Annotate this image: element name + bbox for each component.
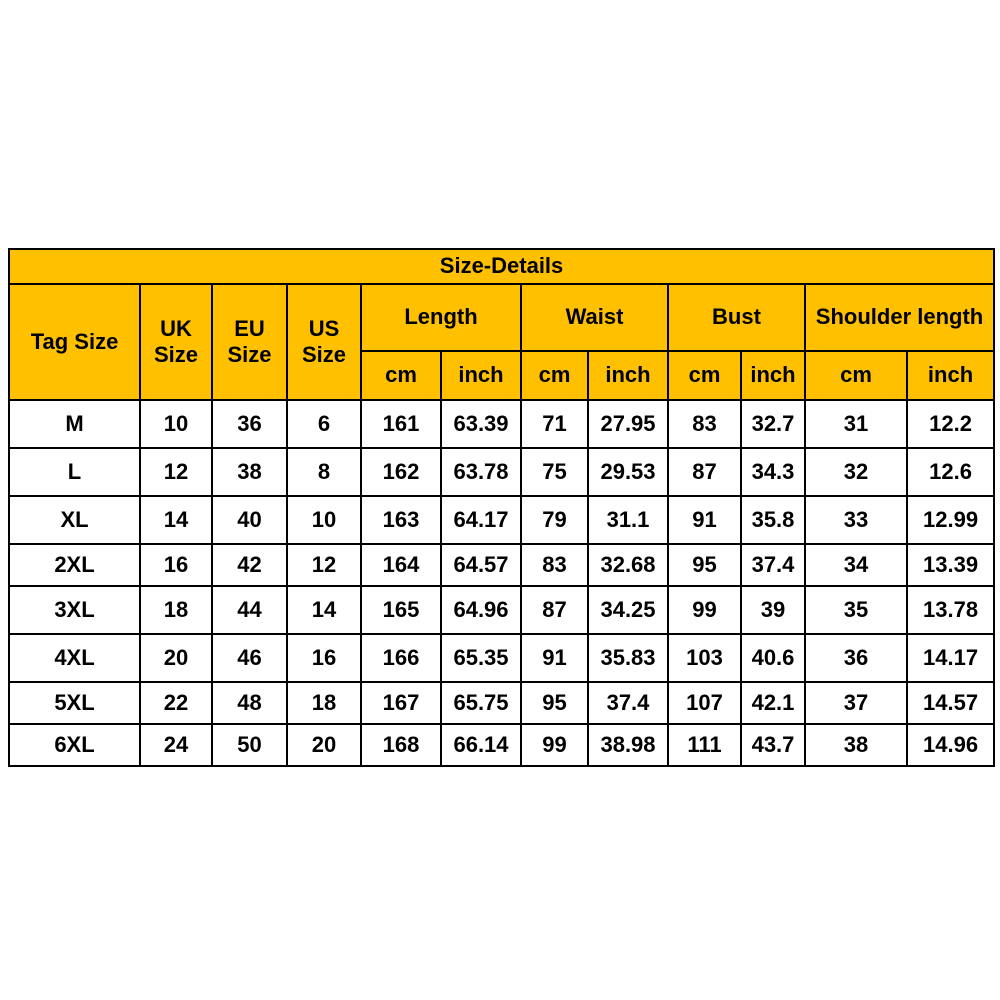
cell-waist-cm: 79: [521, 496, 588, 544]
cell-bust-cm: 111: [668, 724, 741, 766]
unit-length-inch: inch: [441, 351, 521, 400]
cell-shoulder-inch: 14.17: [907, 634, 994, 682]
table-title: Size-Details: [9, 249, 994, 284]
cell-bust-inch: 37.4: [741, 544, 805, 586]
cell-waist-inch: 32.68: [588, 544, 668, 586]
cell-waist-cm: 83: [521, 544, 588, 586]
cell-length-inch: 64.57: [441, 544, 521, 586]
unit-shoulder-inch: inch: [907, 351, 994, 400]
unit-shoulder-cm: cm: [805, 351, 907, 400]
table-row: [9, 724, 994, 766]
header-tag-size: Tag Size: [9, 284, 140, 400]
cell-eu-size: 40: [212, 496, 287, 544]
cell-waist-inch: 34.25: [588, 586, 668, 634]
cell-tag-size: L: [9, 448, 140, 496]
cell-shoulder-inch: 14.96: [907, 724, 994, 766]
cell-bust-inch: 42.1: [741, 682, 805, 724]
cell-uk-size: 10: [140, 400, 212, 448]
cell-tag-size: 4XL: [9, 634, 140, 682]
cell-shoulder-cm: 35: [805, 586, 907, 634]
cell-length-inch: 65.35: [441, 634, 521, 682]
cell-bust-cm: 91: [668, 496, 741, 544]
cell-eu-size: 36: [212, 400, 287, 448]
table-row: [9, 682, 994, 724]
table-row: [9, 400, 994, 448]
unit-length-cm: cm: [361, 351, 441, 400]
cell-length-inch: 64.17: [441, 496, 521, 544]
cell-shoulder-inch: 14.57: [907, 682, 994, 724]
cell-bust-inch: 43.7: [741, 724, 805, 766]
cell-length-inch: 66.14: [441, 724, 521, 766]
cell-length-cm: 162: [361, 448, 441, 496]
cell-bust-inch: 32.7: [741, 400, 805, 448]
cell-uk-size: 24: [140, 724, 212, 766]
unit-bust-inch: inch: [741, 351, 805, 400]
cell-uk-size: 18: [140, 586, 212, 634]
cell-length-inch: 65.75: [441, 682, 521, 724]
cell-tag-size: 2XL: [9, 544, 140, 586]
cell-waist-inch: 29.53: [588, 448, 668, 496]
header-uk-size: UK Size: [140, 284, 212, 400]
cell-shoulder-inch: 12.6: [907, 448, 994, 496]
size-details-table: [8, 248, 995, 767]
cell-length-cm: 167: [361, 682, 441, 724]
header-waist: Waist: [521, 284, 668, 351]
cell-bust-cm: 87: [668, 448, 741, 496]
cell-length-cm: 168: [361, 724, 441, 766]
cell-bust-inch: 40.6: [741, 634, 805, 682]
cell-shoulder-inch: 12.2: [907, 400, 994, 448]
cell-bust-cm: 83: [668, 400, 741, 448]
cell-shoulder-inch: 13.39: [907, 544, 994, 586]
cell-us-size: 16: [287, 634, 361, 682]
cell-uk-size: 12: [140, 448, 212, 496]
cell-waist-inch: 35.83: [588, 634, 668, 682]
cell-bust-cm: 103: [668, 634, 741, 682]
table-row: [9, 634, 994, 682]
cell-us-size: 20: [287, 724, 361, 766]
cell-eu-size: 46: [212, 634, 287, 682]
cell-length-inch: 64.96: [441, 586, 521, 634]
cell-eu-size: 50: [212, 724, 287, 766]
cell-waist-cm: 91: [521, 634, 588, 682]
cell-tag-size: 5XL: [9, 682, 140, 724]
cell-waist-inch: 31.1: [588, 496, 668, 544]
cell-uk-size: 16: [140, 544, 212, 586]
cell-shoulder-cm: 32: [805, 448, 907, 496]
cell-tag-size: 3XL: [9, 586, 140, 634]
table-row: [9, 448, 994, 496]
cell-length-inch: 63.39: [441, 400, 521, 448]
cell-uk-size: 22: [140, 682, 212, 724]
cell-waist-cm: 87: [521, 586, 588, 634]
cell-waist-cm: 99: [521, 724, 588, 766]
header-shoulder-length: Shoulder length: [805, 284, 994, 351]
cell-waist-inch: 37.4: [588, 682, 668, 724]
cell-us-size: 10: [287, 496, 361, 544]
cell-eu-size: 44: [212, 586, 287, 634]
cell-length-inch: 63.78: [441, 448, 521, 496]
cell-shoulder-inch: 12.99: [907, 496, 994, 544]
header-length: Length: [361, 284, 521, 351]
cell-waist-cm: 75: [521, 448, 588, 496]
unit-bust-cm: cm: [668, 351, 741, 400]
cell-bust-inch: 39: [741, 586, 805, 634]
cell-uk-size: 14: [140, 496, 212, 544]
table-row: [9, 586, 994, 634]
cell-waist-cm: 95: [521, 682, 588, 724]
cell-us-size: 6: [287, 400, 361, 448]
cell-waist-cm: 71: [521, 400, 588, 448]
cell-bust-inch: 35.8: [741, 496, 805, 544]
cell-bust-cm: 95: [668, 544, 741, 586]
cell-eu-size: 48: [212, 682, 287, 724]
cell-shoulder-cm: 34: [805, 544, 907, 586]
cell-length-cm: 163: [361, 496, 441, 544]
cell-tag-size: 6XL: [9, 724, 140, 766]
cell-length-cm: 164: [361, 544, 441, 586]
cell-length-cm: 166: [361, 634, 441, 682]
cell-shoulder-cm: 37: [805, 682, 907, 724]
unit-waist-cm: cm: [521, 351, 588, 400]
cell-us-size: 18: [287, 682, 361, 724]
cell-shoulder-cm: 33: [805, 496, 907, 544]
cell-eu-size: 38: [212, 448, 287, 496]
header-us-size: US Size: [287, 284, 361, 400]
cell-waist-inch: 38.98: [588, 724, 668, 766]
cell-bust-cm: 107: [668, 682, 741, 724]
header-bust: Bust: [668, 284, 805, 351]
cell-bust-inch: 34.3: [741, 448, 805, 496]
header-eu-size: EU Size: [212, 284, 287, 400]
cell-tag-size: M: [9, 400, 140, 448]
cell-us-size: 12: [287, 544, 361, 586]
cell-length-cm: 161: [361, 400, 441, 448]
cell-shoulder-inch: 13.78: [907, 586, 994, 634]
table-row: [9, 544, 994, 586]
cell-us-size: 14: [287, 586, 361, 634]
cell-tag-size: XL: [9, 496, 140, 544]
cell-length-cm: 165: [361, 586, 441, 634]
cell-shoulder-cm: 31: [805, 400, 907, 448]
cell-waist-inch: 27.95: [588, 400, 668, 448]
cell-us-size: 8: [287, 448, 361, 496]
cell-shoulder-cm: 36: [805, 634, 907, 682]
unit-waist-inch: inch: [588, 351, 668, 400]
cell-shoulder-cm: 38: [805, 724, 907, 766]
cell-bust-cm: 99: [668, 586, 741, 634]
table-row: [9, 496, 994, 544]
cell-eu-size: 42: [212, 544, 287, 586]
cell-uk-size: 20: [140, 634, 212, 682]
